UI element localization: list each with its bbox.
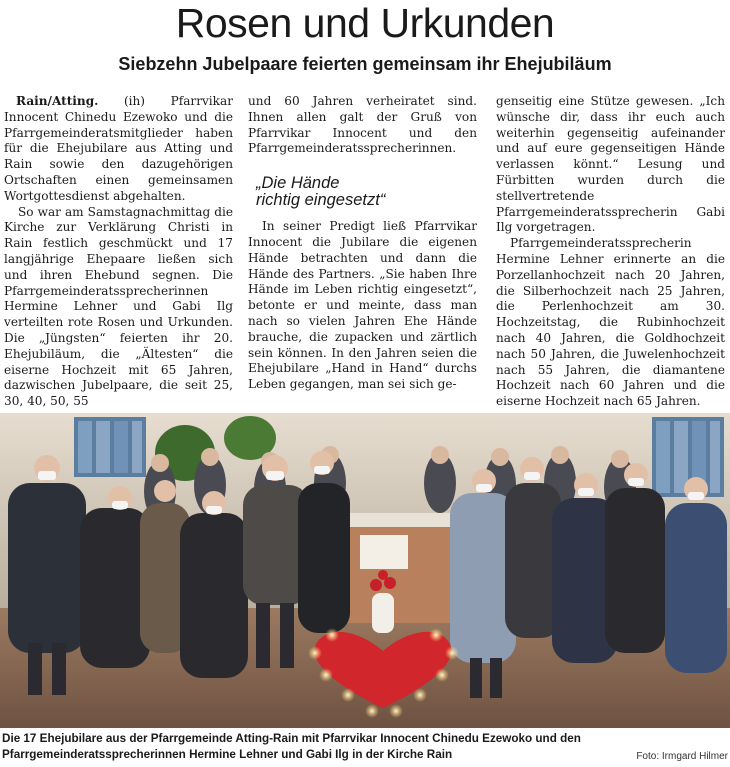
article-column-3: [496, 94, 725, 410]
paragraph-1: [4, 94, 233, 205]
dateline: Rain/Atting.: [16, 94, 99, 108]
paragraph-1-text: (ih) Pfarrvikar Innocent Chinedu Ezewoko und die Pfarrgemeinderatsmitglieder haben für die Ehejubilare aus Atting und Rain sowie den dazugehörigen Ortschaften einen gemeinsamen Wortgottesdienst abgehalten.: [4, 94, 233, 203]
headline: Rosen und Urkunden: [175, 0, 555, 46]
photo-credit: Foto: Irmgard Hilmer: [636, 751, 728, 762]
window-left: [74, 417, 146, 477]
photo-caption: Die 17 Ehejubilare aus der Pfarrgemeinde Atting-Rain mit Pfarrvikar Innocent Chinedu Ezewoko und den Pfarrgemeinderatssprecherinnen Hermine Lehner und Gabi Ilg in der Kirche Rain: [2, 732, 581, 761]
section-subtitle-line-2: richtig eingesetzt“: [256, 191, 386, 210]
paragraph-4: In seiner Predigt ließ Pfarrvikar Innocent die Jubilare die eigenen Hände betrachten und dann die Hände des Partners. „Sie haben Ihre Hände im Leben richtig eingesetzt“, betonte er und meinte, dass man nach so vielen Jahren Ehe Hände brauche, die zupacken und zärtlich sein können. In den Jahren seien die Ehejubilare „Hand in Hand“ durchs Leben gegangen, man sei sich ge-: [248, 219, 477, 392]
paragraph-2: So war am Samstagnachmittag die Kirche zur Verklärung Christi in Rain festlich geschmückt und 17 langjährige Ehepaare ließen sich und ihren Ehebund segnen. Die Pfarrgemeinderatssprecherinnen Hermine Lehner und Gabi Ilg verteilten rote Rosen und Urkunden. Die „Jüngsten“ feierten ihr 20. Ehejubiläum, die „Ältesten“ die eiserne Hochzeit mit 65 Jahren, dazwischen Jubelpaare, die seit 25, 30, 40, 50, 55: [4, 204, 233, 409]
section-subtitle-line-1: „Die Hände: [256, 174, 340, 193]
section-subtitle: [256, 175, 477, 209]
altar: [345, 513, 450, 623]
article-column-1: [4, 94, 233, 410]
article-column-2: [248, 94, 477, 393]
subheadline: Siebzehn Jubelpaare feierten gemeinsam ihr Ehejubiläum: [118, 54, 612, 74]
paragraph-6: Pfarrgemeinderatssprecherin Hermine Lehner erinnerte an die Porzellanhochzeit nach 20 Jahren, die Silberhochzeit nach 25 Jahren, die Perlenhochzeit am 30. Hochzeitstag, die Rubinhochzeit nach 40 Jahren, die Goldhochzeit nach 50 Jahren, die Juwelenhochzeit nach 55 Jahren, die diamantene Hochzeit nach 60 Jahren und die eiserne Hochzeit nach 65 Jahren.: [496, 236, 725, 409]
group-photo-illustration: [0, 413, 730, 728]
paragraph-5: genseitig eine Stütze gewesen. „Ich wünsche dir, dass ihr euch auch weiterhin gegenseitig aufeinander und auf eure gegenseitigen Hände verlassen könnt.“ Lesung und Fürbitten wurden durch die stellvertretende Pfarrgemeinderatssprecherin Gabi Ilg vorgetragen.: [496, 94, 725, 235]
group-photo: [0, 413, 730, 728]
paragraph-3: und 60 Jahren verheiratet sind. Ihnen allen galt der Gruß von Pfarrvikar Innocent und den Pfarrgemeinderatssprecherinnen.: [248, 94, 477, 156]
vase-with-roses: [370, 570, 396, 633]
